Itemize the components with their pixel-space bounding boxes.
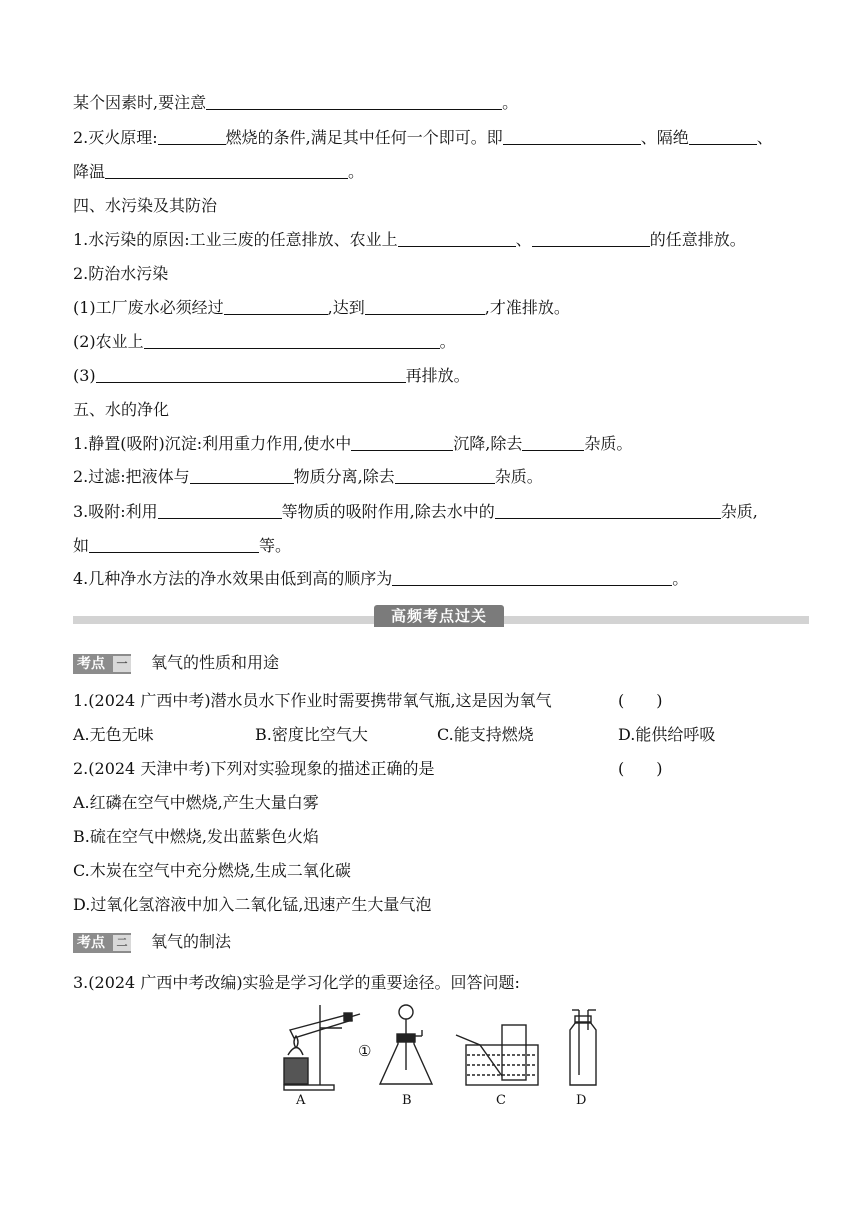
option-b[interactable]: B.硫在空气中燃烧,发出蓝紫色火焰 [73,827,319,846]
option-a[interactable]: A.红磷在空气中燃烧,产生大量白雾 [73,793,319,812]
text-line-6: 2.防治水污染 [73,264,169,283]
text-line-12: 3.吸附:利用 等物质的吸附作用,除去水中的 杂质, [73,502,758,521]
text-line-8: (2)农业上 。 [73,332,456,351]
option-c[interactable]: C.能支持燃烧 [437,725,534,744]
key-point-title: 氧气的性质和用途 [151,653,280,672]
text-line-2: 2.灭火原理: 燃烧的条件,满足其中任何一个即可。即 、隔绝 、 [73,128,773,147]
answer-blank[interactable] [392,569,672,586]
key-point-title: 氧气的制法 [151,932,232,951]
answer-blank[interactable] [365,298,485,315]
question-1-stem: 1.(2024 广西中考)潜水员水下作业时需要携带氧气瓶,这是因为氧气 [73,691,552,710]
answer-blank[interactable] [532,230,650,247]
answer-blank[interactable] [96,366,406,383]
option-d[interactable]: D.能供给呼吸 [618,725,716,744]
answer-blank[interactable] [395,467,495,484]
option-a[interactable]: A.无色无味 [73,725,154,744]
key-point-badge: 考点 二 [73,933,131,953]
answer-paren[interactable]: ( ) [618,691,663,710]
apparatus-c-water-trough [456,1025,538,1085]
text-line-14: 4.几种净水方法的净水效果由低到高的顺序为 。 [73,569,689,588]
label-b: B [402,1093,412,1108]
answer-blank[interactable] [522,434,584,451]
text-line-5: 1.水污染的原因:工业三废的任意排放、农业上 、 的任意排放。 [73,230,746,249]
answer-blank[interactable] [158,128,226,145]
answer-blank[interactable] [689,128,757,145]
section-heading-5: 五、水的净化 [73,400,170,419]
label-d: D [576,1093,587,1108]
option-b[interactable]: B.密度比空气大 [255,725,368,744]
answer-blank[interactable] [495,502,721,519]
apparatus-figure [270,1000,610,1110]
answer-blank[interactable] [398,230,516,247]
label-c: C [496,1093,506,1108]
answer-blank[interactable] [224,298,328,315]
answer-blank[interactable] [105,162,348,179]
key-point-1 [73,651,279,675]
key-point-2 [73,930,231,954]
answer-blank[interactable] [89,536,259,553]
text-line-7: (1)工厂废水必须经过 ,达到 ,才准排放。 [73,298,570,317]
apparatus-a-heating-setup [284,1005,360,1090]
apparatus-b-flask [380,1005,432,1084]
answer-blank[interactable] [503,128,641,145]
question-2-stem: 2.(2024 天津中考)下列对实验现象的描述正确的是 [73,759,435,778]
circled-label: ① [358,1042,372,1060]
question-3-stem: 3.(2024 广西中考改编)实验是学习化学的重要途径。回答问题: [73,973,520,992]
label-a: A [296,1093,306,1108]
answer-paren[interactable]: ( ) [618,759,663,778]
answer-blank[interactable] [351,434,453,451]
text-line-11: 2.过滤:把液体与 物质分离,除去 杂质。 [73,467,543,486]
apparatus-d-gas-bottle [570,1010,596,1085]
section-heading-4: 四、水污染及其防治 [73,196,218,215]
text-line-1: 某个因素时,要注意 。 [73,93,519,112]
key-point-badge: 考点 一 [73,654,131,674]
option-d[interactable]: D.过氧化氢溶液中加入二氧化锰,迅速产生大量气泡 [73,895,432,914]
text-line-13: 如 等。 [73,536,292,555]
answer-blank[interactable] [158,502,282,519]
answer-blank[interactable] [206,93,502,110]
answer-blank[interactable] [144,332,440,349]
text-line-9: (3) 再排放。 [73,366,470,385]
option-c[interactable]: C.木炭在空气中充分燃烧,生成二氧化碳 [73,861,351,880]
text-line-3: 降温 。 [73,162,365,181]
answer-blank[interactable] [190,467,294,484]
text-line-10: 1.静置(吸附)沉淀:利用重力作用,使水中 沉降,除去 杂质。 [73,434,633,453]
section-banner: 高频考点过关 [374,605,504,627]
